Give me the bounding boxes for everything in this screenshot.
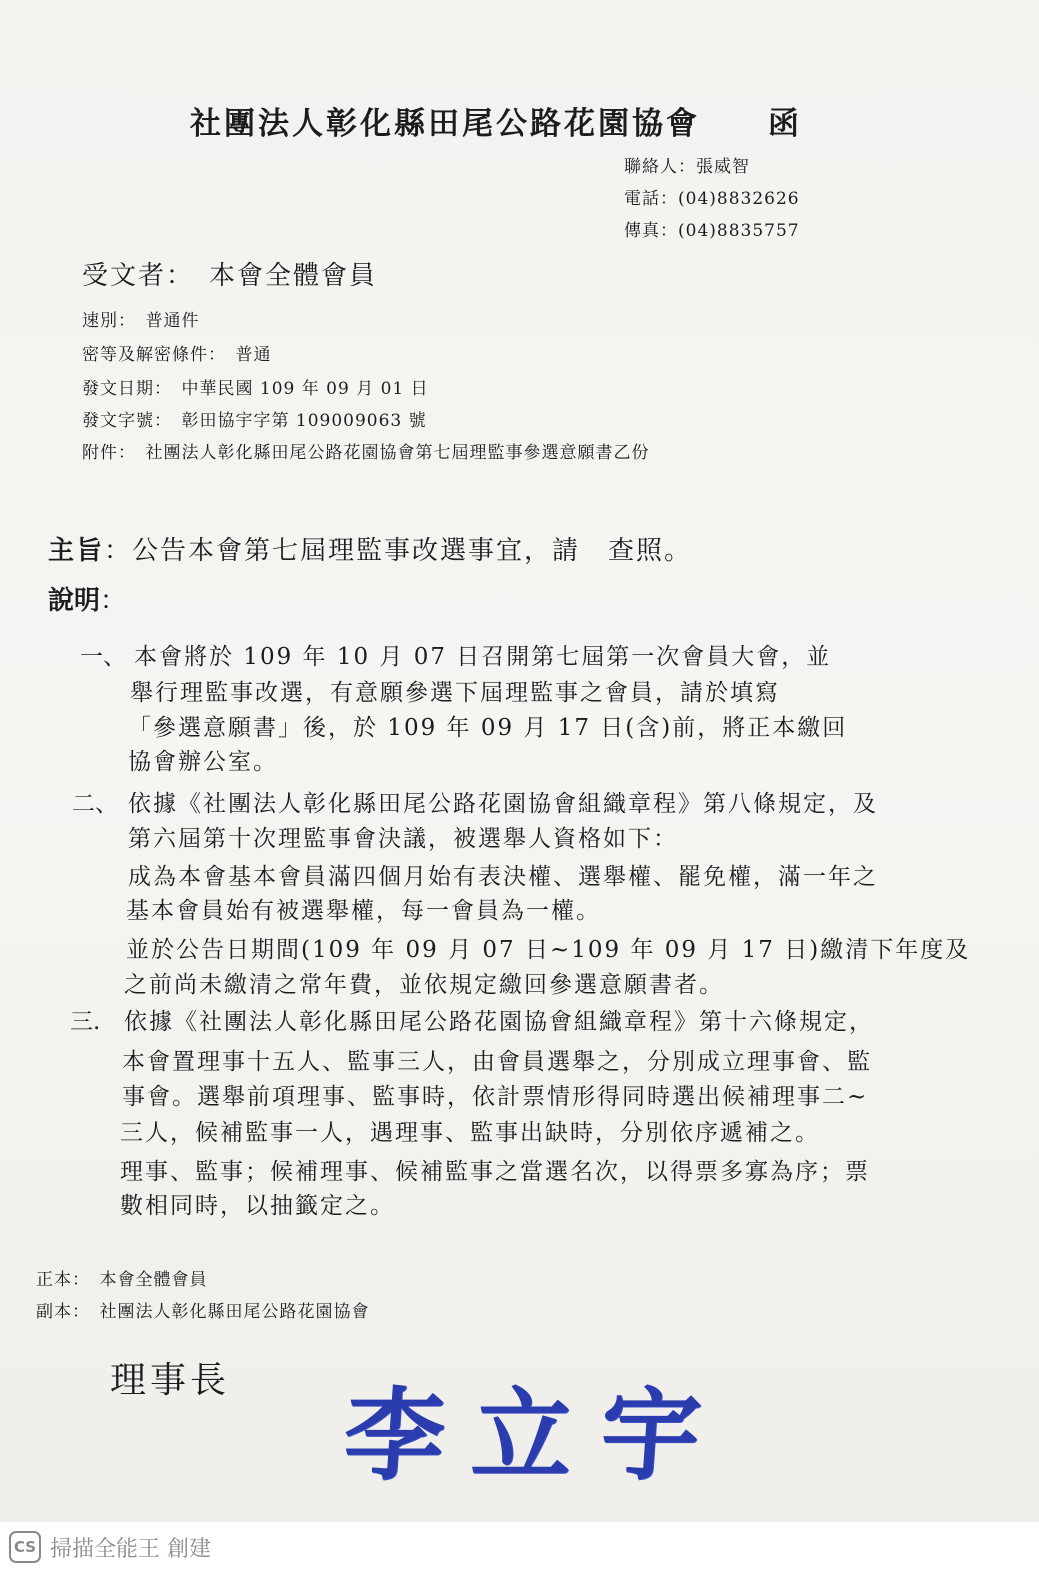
subject-label: 主旨 — [48, 536, 105, 566]
explanation-colon: ： — [100, 586, 127, 616]
item-2-line-3: 成為本會基本會員滿四個月始有表決權、選舉權、罷免權，滿一年之 — [128, 864, 878, 890]
item-3-line-4: 三人，候補監事一人，遇理事、監事出缺時，分別依序遞補之。 — [120, 1120, 820, 1146]
item-3-line-6: 數相同時，以抽籤定之。 — [120, 1193, 395, 1219]
contact-person: 聯絡人：張威智 — [624, 157, 750, 177]
camscanner-watermark-text: 掃描全能王 創建 — [50, 1537, 211, 1562]
item-1-line-3: 「參選意願書」後，於 109 年 09 月 17 日(含)前，將正本繳回 — [128, 715, 848, 741]
explanation-label: 說明 — [48, 586, 101, 616]
distribution-original: 正本： 本會全體會員 — [36, 1270, 208, 1290]
item-2-number: 二、 — [72, 791, 118, 817]
item-1-line-2: 舉行理監事改選，有意願參選下屆理監事之會員，請於填寫 — [130, 680, 780, 706]
item-2-line-6: 之前尚未繳清之常年費，並依規定繳回參選意願書者。 — [124, 972, 724, 998]
camscanner-logo-icon: CS — [9, 1531, 41, 1563]
item-1-line-1: 本會將於 109 年 10 月 07 日召開第七屆第一次會員大會，並 — [134, 644, 832, 670]
recipient: 受文者： 本會全體會員 — [82, 261, 378, 291]
item-3-number: 三. — [70, 1009, 101, 1035]
item-2-line-1: 依據《社團法人彰化縣田尾公路花園協會組織章程》第八條規定，及 — [128, 791, 878, 817]
chairman-signature-stamp: 李立宇 — [340, 1376, 733, 1494]
chairman-title: 理事長 — [110, 1360, 231, 1401]
meta-speed: 速別： 普通件 — [82, 311, 200, 331]
item-1-number: 一、 — [80, 644, 126, 670]
item-2-line-4: 基本會員始有被選舉權，每一會員為一權。 — [126, 898, 601, 924]
document-title: 社團法人彰化縣田尾公路花園協會 函 — [190, 106, 802, 142]
item-3-line-5: 理事、監事；候補理事、候補監事之當選名次，以得票多寡為序；票 — [120, 1159, 870, 1185]
contact-fax: 傳真：(04)8835757 — [624, 221, 800, 241]
subject — [48, 530, 692, 567]
item-3-line-1: 依據《社團法人彰化縣田尾公路花園協會組織章程》第十六條規定， — [124, 1009, 874, 1035]
meta-security: 密等及解密條件： 普通 — [82, 345, 272, 365]
item-3-line-2: 本會置理事十五人、監事三人，由會員選舉之，分別成立理事會、監 — [122, 1049, 872, 1075]
item-2-line-2: 第六屆第十次理監事會決議，被選舉人資格如下： — [128, 826, 678, 852]
contact-phone: 電話：(04)8832626 — [624, 189, 800, 209]
meta-number: 發文字號： 彰田協宇字第 109009063 號 — [82, 411, 427, 431]
meta-date: 發文日期： 中華民國 109 年 09 月 01 日 — [82, 379, 429, 399]
distribution-copy: 副本： 社團法人彰化縣田尾公路花園協會 — [36, 1302, 370, 1322]
item-2-line-5: 並於公告日期間(109 年 09 月 07 日~109 年 09 月 17 日)繳清下年度及 — [126, 937, 971, 963]
subject-text: ：公告本會第七屆理監事改選事宜，請 查照。 — [104, 536, 693, 566]
item-1-line-4: 協會辦公室。 — [128, 749, 278, 775]
item-3-line-3: 事會。選舉前項理事、監事時，依計票情形得同時選出候補理事二~ — [122, 1084, 869, 1110]
meta-attachment: 附件： 社團法人彰化縣田尾公路花園協會第七屆理監事參選意願書乙份 — [82, 443, 650, 463]
explanation-heading — [48, 580, 126, 617]
